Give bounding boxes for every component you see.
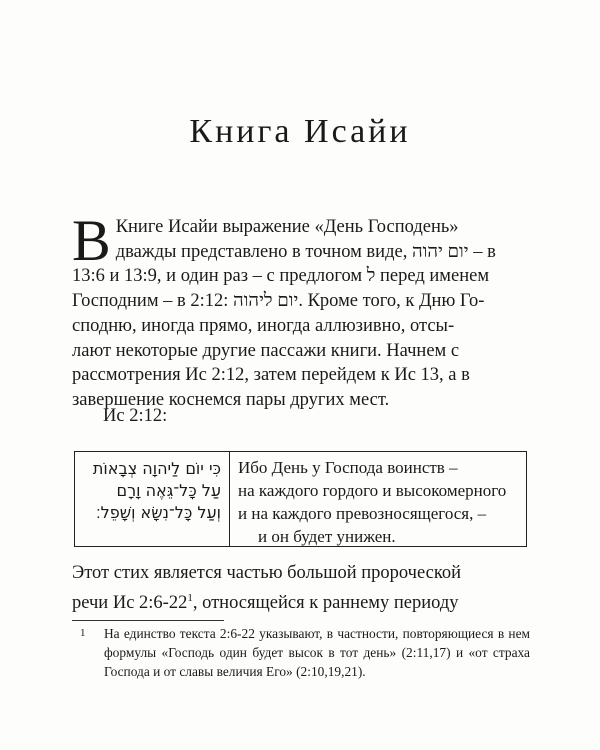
body-text: , относящейся к раннему периоду bbox=[192, 592, 459, 613]
footnote-marker[interactable]: 1 bbox=[187, 591, 193, 604]
intro-line: лают некоторые другие пассажи книги. Начнем с bbox=[72, 340, 460, 361]
body-line bbox=[72, 586, 530, 616]
body-paragraph bbox=[72, 561, 530, 616]
verse-table bbox=[74, 451, 527, 547]
chapter-title: Книга Исайи bbox=[189, 112, 411, 150]
intro-line: рассмотрения Ис 2:12, затем перейдем к Ис 13, а в bbox=[72, 365, 470, 386]
footnote bbox=[72, 624, 530, 681]
hebrew-line: וְעַל כָּל־נִשָּׂא וְשָׁפֵל׃ bbox=[95, 503, 221, 522]
verse-reference: Ис 2:12: bbox=[103, 406, 168, 426]
footnote-divider bbox=[72, 620, 224, 621]
drop-cap: В bbox=[72, 208, 111, 273]
hebrew-line: כִּי יוֹם לַיהוָה צְבָאוֹת bbox=[92, 459, 221, 478]
translation-line: Ибо День у Господа воинств – bbox=[238, 458, 458, 477]
intro-line: дважды представлено в точном виде, יום יהוה – в bbox=[115, 241, 496, 262]
translation-line: и он будет унижен. bbox=[258, 527, 396, 546]
intro-line: Господним – в 2:12: יום ליהוה. Кроме того, к Дню Го- bbox=[72, 291, 485, 312]
intro-line: сподню, иногда прямо, иногда аллюзивно, отсы- bbox=[72, 315, 455, 336]
intro-paragraph bbox=[72, 208, 530, 413]
russian-translation bbox=[230, 452, 526, 546]
hebrew-verse bbox=[75, 452, 230, 546]
intro-line: Книге Исайи выражение «День Господень» bbox=[115, 217, 459, 237]
footnote-text: На единство текста 2:6-22 указывают, в частности, повторяющиеся в нем формулы «Господь один будет высок в тот день» (2:11,17) и «от страха Господа и от славы величия Его» (2:10,19,21). bbox=[104, 626, 530, 679]
body-text: речи Ис 2:6-22 bbox=[72, 592, 188, 613]
intro-line: 13:6 и 13:9, и один раз – с предлогом ל перед именем bbox=[72, 266, 490, 287]
footnote-number: 1 bbox=[80, 627, 86, 639]
translation-line: на каждого гордого и высокомерного bbox=[238, 481, 507, 500]
translation-line: и на каждого превозносящегося, – bbox=[238, 504, 487, 523]
intro-line: завершение коснемся пары других мест. bbox=[72, 389, 390, 410]
hebrew-line: עַל כָּל־גֵּאֶה וָרָם bbox=[116, 481, 221, 500]
body-line: Этот стих является частью большой пророческой bbox=[72, 563, 462, 583]
